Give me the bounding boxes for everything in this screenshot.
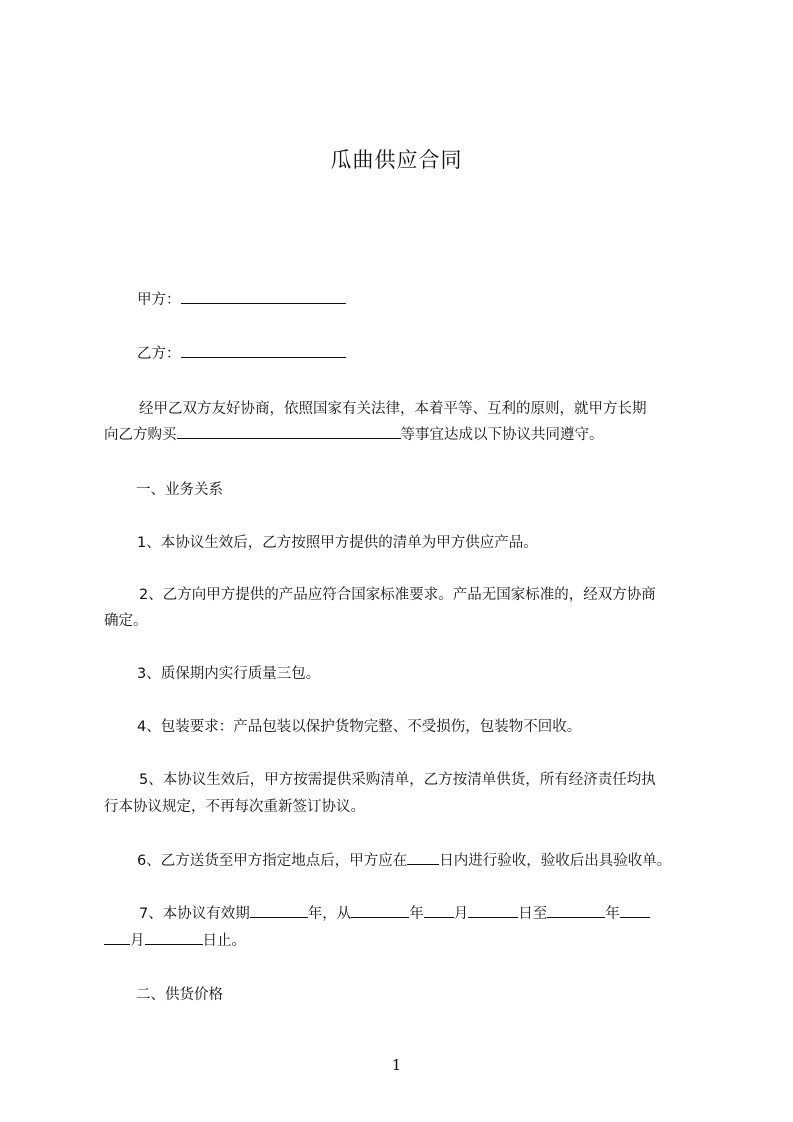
party-a-label: 甲方： xyxy=(137,292,181,308)
start-month-blank xyxy=(424,902,454,918)
clause-7-year2-text: 年 xyxy=(409,906,424,922)
clause-7-year-text: 年，从 xyxy=(307,906,352,922)
party-b-line xyxy=(137,341,747,368)
term-years-blank xyxy=(250,902,308,918)
inspection-days-blank xyxy=(407,849,439,865)
clause-4: 4、包装要求：产品包装以保护货物完整、不受损伤，包装物不回收。 xyxy=(137,719,582,735)
end-month-blank xyxy=(104,929,130,945)
clause-6-suffix: 日内进行验收，验收后出具验收单。 xyxy=(439,853,672,869)
preamble-suffix: 等事宜达成以下协议共同遵守。 xyxy=(400,427,604,443)
clause-7-month-text: 月 xyxy=(453,906,469,922)
document-title: 瓜曲供应合同 xyxy=(330,148,463,172)
clause-7-end-text: 日止。 xyxy=(202,933,246,949)
clause-2-line-1: 2、乙方向甲方提供的产品应符合国家标准要求。产品无国家标准的，经双方协商 xyxy=(139,587,656,603)
clause-2-line-2: 确定。 xyxy=(104,613,148,629)
page-number: 1 xyxy=(391,1056,402,1074)
clause-6-prefix: 6、乙方送货至甲方指定地点后，甲方应在 xyxy=(137,853,408,869)
end-day-blank xyxy=(145,929,203,945)
party-b-blank xyxy=(181,342,346,358)
section-1-heading: 一、业务关系 xyxy=(136,482,223,498)
preamble-prefix: 向乙方购买 xyxy=(104,427,177,443)
start-year-blank xyxy=(351,902,409,918)
party-a-line xyxy=(137,287,747,314)
clause-5-line-1: 5、本协议生效后，甲方按需提供采购清单，乙方按清单供货，所有经济责任均执 xyxy=(139,772,656,788)
party-b-label: 乙方： xyxy=(137,346,181,362)
clause-7-day-to-text: 日至 xyxy=(518,906,548,922)
clause-7-year3-text: 年 xyxy=(605,906,620,922)
clause-7-month2-text: 月 xyxy=(130,933,145,949)
clause-7-line-1 xyxy=(139,901,749,928)
clause-6 xyxy=(137,848,747,875)
end-month-blank-part xyxy=(620,902,650,918)
end-year-blank xyxy=(547,902,605,918)
clause-7-prefix: 7、本协议有效期 xyxy=(139,906,250,922)
clause-7-line-2 xyxy=(104,928,714,955)
preamble-line-1: 经甲乙双方友好协商，依照国家有关法律，本着平等、互利的原则，就甲方长期 xyxy=(139,401,647,417)
start-day-blank xyxy=(468,902,518,918)
product-blank xyxy=(177,423,401,439)
section-2-heading: 二、供货价格 xyxy=(136,987,223,1003)
clause-1: 1、本协议生效后，乙方按照甲方提供的清单为甲方供应产品。 xyxy=(137,535,538,551)
clause-3: 3、质保期内实行质量三包。 xyxy=(137,666,321,682)
preamble-line-2 xyxy=(104,422,714,449)
party-a-blank xyxy=(181,288,346,304)
clause-5-line-2: 行本协议规定，不再每次重新签订协议。 xyxy=(104,799,365,815)
